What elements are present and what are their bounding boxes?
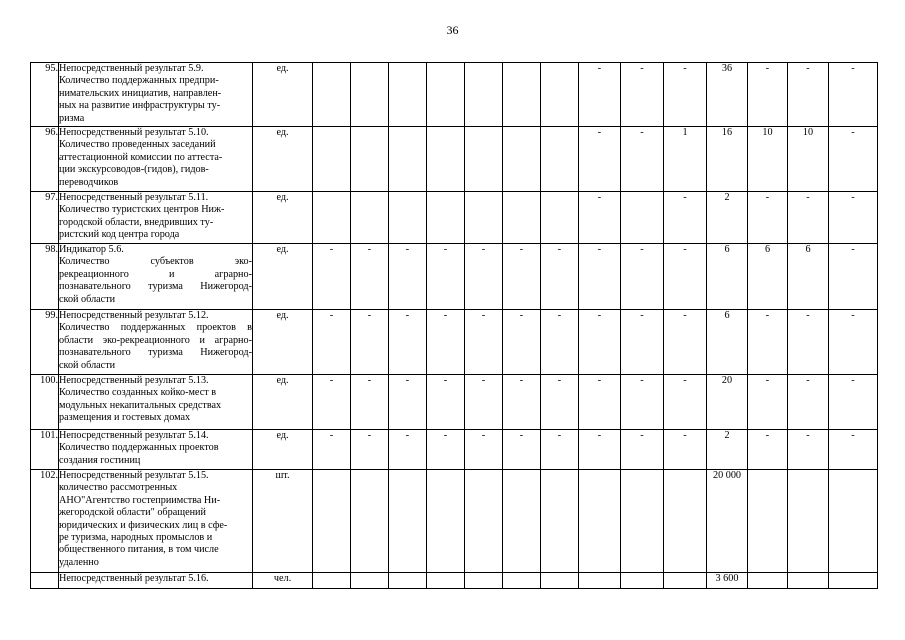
value-cell: - — [621, 244, 664, 310]
description-line: ристский код центра города — [59, 229, 180, 241]
value-cell: - — [389, 430, 427, 470]
value-cell — [503, 470, 541, 573]
value-cell: - — [541, 244, 579, 310]
value-cell — [351, 63, 389, 127]
unit-cell: ед. — [253, 375, 313, 430]
value-cell — [313, 63, 351, 127]
value-cell: - — [664, 430, 707, 470]
page-number: 36 — [446, 23, 459, 37]
description-line: Непосредственный результат 5.14. — [59, 430, 209, 441]
value-cell: - — [351, 310, 389, 375]
value-cell: - — [351, 375, 389, 430]
value-cell: - — [748, 63, 788, 127]
description-line: Непосредственный результат 5.10. — [59, 127, 209, 138]
indicator-description — [59, 310, 253, 375]
value-cell: - — [313, 375, 351, 430]
value-cell: 6 — [788, 244, 829, 310]
value-cell — [541, 63, 579, 127]
value-cell — [621, 470, 664, 573]
table-row — [31, 127, 878, 192]
value-cell: - — [427, 244, 465, 310]
table-row — [31, 375, 878, 430]
value-cell: 10 — [788, 127, 829, 192]
row-number: 95. — [31, 63, 59, 127]
description-line: аттестационной комиссии по аттеста- — [59, 151, 223, 163]
description-line: юридических и физических лиц в сфе- — [59, 519, 228, 531]
description-line: ской области — [59, 293, 116, 305]
description-line: познавательного туризма Нижегород- — [59, 347, 252, 359]
table-row — [31, 430, 878, 470]
value-cell: - — [351, 430, 389, 470]
description-line: Непосредственный результат 5.13. — [59, 375, 209, 386]
table-body — [31, 63, 878, 589]
value-cell: - — [621, 127, 664, 192]
value-cell: - — [748, 192, 788, 244]
value-cell: - — [748, 375, 788, 430]
value-cell — [389, 127, 427, 192]
value-cell: - — [427, 310, 465, 375]
row-number: 99. — [31, 310, 59, 375]
value-cell — [748, 470, 788, 573]
value-cell: - — [389, 375, 427, 430]
value-cell: 36 — [707, 63, 748, 127]
indicator-description — [59, 192, 253, 244]
value-cell: - — [621, 430, 664, 470]
row-number: 97. — [31, 192, 59, 244]
row-number: 100. — [31, 375, 59, 430]
value-cell: - — [427, 375, 465, 430]
description-line: общественного питания, в том числе — [59, 544, 219, 556]
description-line: Количество проведенных заседаний — [59, 139, 216, 151]
value-cell: - — [579, 244, 621, 310]
value-cell: 6 — [707, 310, 748, 375]
value-cell: - — [829, 127, 878, 192]
value-cell: - — [503, 310, 541, 375]
value-cell: 20 000 — [707, 470, 748, 573]
row-number: 102. — [31, 470, 59, 573]
value-cell — [788, 573, 829, 589]
description-line: Непосредственный результат 5.11. — [59, 192, 209, 203]
value-cell: - — [389, 310, 427, 375]
unit-cell: ед. — [253, 63, 313, 127]
description-line: модульных некапитальных средствах — [59, 399, 222, 411]
value-cell — [427, 470, 465, 573]
value-cell: - — [503, 430, 541, 470]
indicator-description — [59, 430, 253, 470]
value-cell — [621, 573, 664, 589]
row-number: 96. — [31, 127, 59, 192]
description-line: Количество поддержанных проектов в — [59, 322, 252, 334]
value-cell: - — [748, 430, 788, 470]
value-cell: - — [465, 430, 503, 470]
table-row — [31, 63, 878, 127]
value-cell: - — [541, 310, 579, 375]
value-cell — [389, 573, 427, 589]
description-line: удаленно — [59, 556, 99, 568]
value-cell: 6 — [748, 244, 788, 310]
indicators-table — [30, 62, 878, 589]
value-cell: 20 — [707, 375, 748, 430]
table-row — [31, 192, 878, 244]
value-cell: - — [788, 430, 829, 470]
value-cell: - — [621, 310, 664, 375]
value-cell — [427, 573, 465, 589]
unit-cell: ед. — [253, 310, 313, 375]
value-cell — [503, 573, 541, 589]
value-cell: - — [788, 310, 829, 375]
value-cell — [427, 63, 465, 127]
value-cell — [351, 192, 389, 244]
value-cell: - — [664, 375, 707, 430]
value-cell — [579, 573, 621, 589]
description-line: ре туризма, народных промыслов и — [59, 531, 213, 543]
value-cell: - — [829, 430, 878, 470]
row-number: 98. — [31, 244, 59, 310]
value-cell: - — [313, 430, 351, 470]
description-line: городской области, внедривших ту- — [59, 216, 214, 228]
description-line: Непосредственный результат 5.16. — [59, 573, 209, 584]
value-cell: - — [788, 63, 829, 127]
value-cell: - — [664, 192, 707, 244]
value-cell — [579, 470, 621, 573]
value-cell — [664, 573, 707, 589]
value-cell — [465, 573, 503, 589]
description-line: ции экскурсоводов-(гидов), гидов- — [59, 164, 209, 176]
value-cell: - — [389, 244, 427, 310]
value-cell — [465, 470, 503, 573]
value-cell: - — [465, 310, 503, 375]
value-cell: - — [621, 375, 664, 430]
value-cell — [465, 63, 503, 127]
value-cell — [313, 127, 351, 192]
value-cell: - — [664, 63, 707, 127]
value-cell: - — [621, 63, 664, 127]
description-line: АНО"Агентство гостеприимства Ни- — [59, 494, 221, 506]
value-cell — [541, 470, 579, 573]
value-cell — [829, 470, 878, 573]
value-cell: - — [541, 430, 579, 470]
description-line: нимательских инициатив, направлен- — [59, 87, 222, 99]
value-cell: - — [351, 244, 389, 310]
value-cell: - — [579, 375, 621, 430]
description-line: ризма — [59, 112, 85, 124]
description-line: Количество созданных койко-мест в — [59, 387, 217, 399]
description-line: области эко-рекреационного и аграрно- — [59, 334, 252, 346]
unit-cell: ед. — [253, 244, 313, 310]
description-line: переводчиков — [59, 176, 119, 188]
description-line: Количество субъектов эко- — [59, 256, 252, 268]
indicator-description — [59, 470, 253, 573]
value-cell — [313, 573, 351, 589]
description-line: создания гостиниц — [59, 454, 141, 466]
unit-cell: ед. — [253, 430, 313, 470]
value-cell: 3 600 — [707, 573, 748, 589]
value-cell — [788, 470, 829, 573]
value-cell: 10 — [748, 127, 788, 192]
value-cell: 6 — [707, 244, 748, 310]
value-cell — [541, 573, 579, 589]
value-cell: - — [829, 192, 878, 244]
indicator-description — [59, 244, 253, 310]
value-cell: - — [579, 192, 621, 244]
value-cell: - — [829, 244, 878, 310]
description-line: Непосредственный результат 5.12. — [59, 310, 209, 321]
unit-cell: шт. — [253, 470, 313, 573]
value-cell: - — [579, 63, 621, 127]
description-line: количество рассмотренных — [59, 482, 178, 494]
value-cell — [503, 63, 541, 127]
value-cell: - — [829, 63, 878, 127]
value-cell — [748, 573, 788, 589]
value-cell: - — [829, 310, 878, 375]
description-line: Количество поддержанных предпри- — [59, 75, 219, 87]
value-cell: - — [313, 244, 351, 310]
indicator-description — [59, 127, 253, 192]
value-cell: - — [829, 375, 878, 430]
value-cell — [829, 573, 878, 589]
unit-cell: ед. — [253, 192, 313, 244]
value-cell — [465, 127, 503, 192]
value-cell: - — [579, 430, 621, 470]
description-line: жегородской области" обращений — [59, 507, 206, 519]
indicator-description — [59, 63, 253, 127]
value-cell: - — [465, 244, 503, 310]
row-number — [31, 573, 59, 589]
value-cell: - — [664, 244, 707, 310]
value-cell — [541, 192, 579, 244]
description-line: Непосредственный результат 5.15. — [59, 470, 209, 481]
value-cell: - — [788, 375, 829, 430]
table-row — [31, 244, 878, 310]
value-cell: - — [313, 310, 351, 375]
indicator-description — [59, 375, 253, 430]
table-row — [31, 470, 878, 573]
value-cell: - — [541, 375, 579, 430]
description-line: познавательного туризма Нижегород- — [59, 281, 252, 293]
description-line: ской области — [59, 359, 116, 371]
value-cell — [313, 192, 351, 244]
value-cell — [389, 63, 427, 127]
description-line: Индикатор 5.6. — [59, 244, 124, 255]
description-line: Количество туристских центров Ниж- — [59, 204, 225, 216]
description-line: размещения и гостевых домах — [59, 412, 191, 424]
description-line: рекреационного и аграрно- — [59, 268, 252, 280]
value-cell: - — [748, 310, 788, 375]
value-cell: - — [503, 375, 541, 430]
value-cell — [664, 470, 707, 573]
value-cell — [389, 192, 427, 244]
row-number: 101. — [31, 430, 59, 470]
value-cell — [351, 470, 389, 573]
value-cell: - — [579, 127, 621, 192]
value-cell — [313, 470, 351, 573]
table-row — [31, 573, 878, 589]
description-line: ных на развитие инфраструктуры ту- — [59, 100, 221, 112]
value-cell: 16 — [707, 127, 748, 192]
value-cell: 2 — [707, 430, 748, 470]
value-cell — [503, 192, 541, 244]
value-cell — [465, 192, 503, 244]
value-cell — [541, 127, 579, 192]
value-cell: 2 — [707, 192, 748, 244]
description-line: Количество поддержанных проектов — [59, 442, 219, 454]
value-cell: - — [788, 192, 829, 244]
value-cell: - — [427, 430, 465, 470]
unit-cell: ед. — [253, 127, 313, 192]
value-cell — [427, 127, 465, 192]
description-line: Непосредственный результат 5.9. — [59, 63, 204, 74]
value-cell: - — [664, 310, 707, 375]
value-cell — [503, 127, 541, 192]
unit-cell: чел. — [253, 573, 313, 589]
value-cell: - — [503, 244, 541, 310]
value-cell: - — [579, 310, 621, 375]
value-cell — [351, 127, 389, 192]
value-cell: 1 — [664, 127, 707, 192]
value-cell — [621, 192, 664, 244]
value-cell — [389, 470, 427, 573]
indicator-description — [59, 573, 253, 589]
value-cell — [351, 573, 389, 589]
value-cell — [427, 192, 465, 244]
table-row — [31, 310, 878, 375]
value-cell: - — [465, 375, 503, 430]
